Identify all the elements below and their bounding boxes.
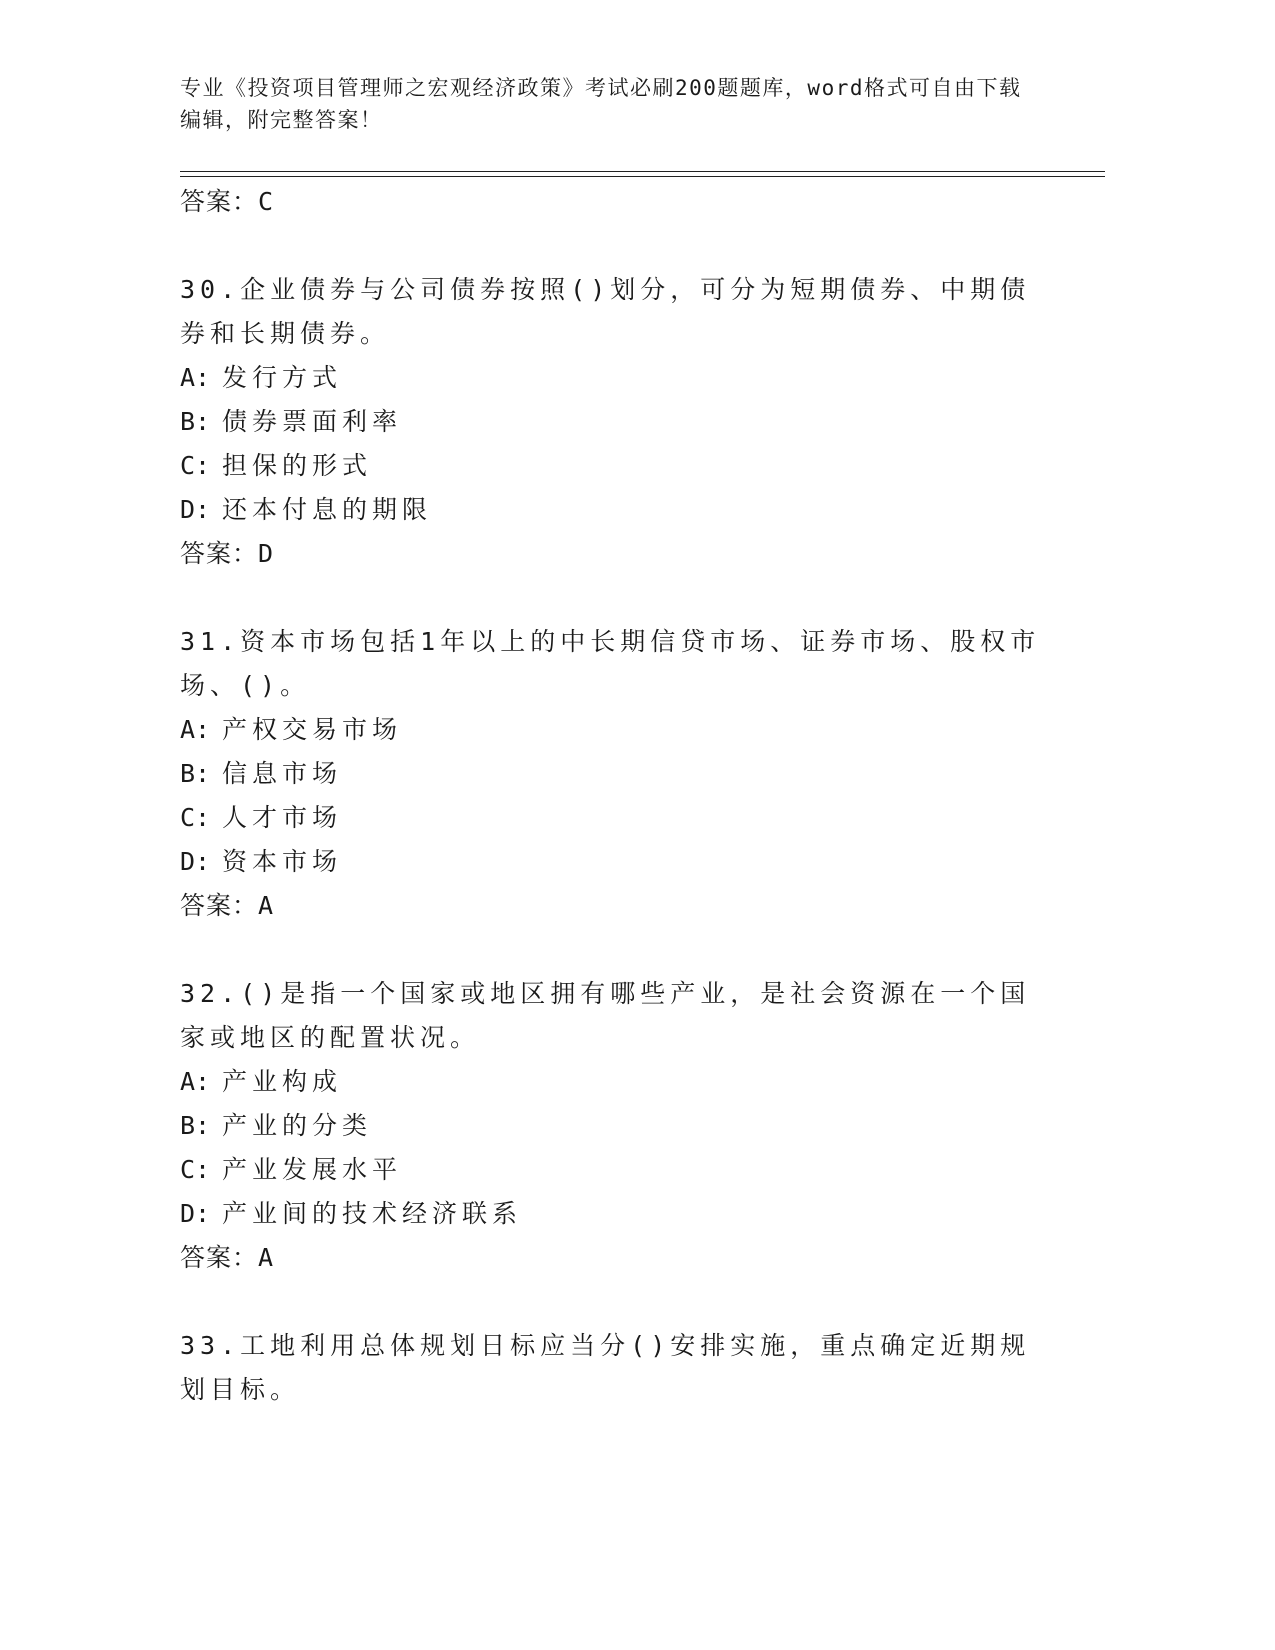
answer-label: 答案： bbox=[180, 539, 259, 568]
question-number: 32. bbox=[180, 979, 241, 1008]
option-text: 产权交易市场 bbox=[222, 715, 403, 744]
question-text: ()是指一个国家或地区拥有哪些产业，是社会资源在一个国家或地区的配置状况。 bbox=[180, 979, 1031, 1052]
option-letter: A: bbox=[180, 715, 211, 744]
option-c bbox=[180, 444, 1050, 488]
option-letter: B: bbox=[180, 1111, 211, 1140]
header-rule-bottom bbox=[180, 176, 1105, 177]
option-text: 债券票面利率 bbox=[222, 407, 403, 436]
option-letter: B: bbox=[180, 407, 211, 436]
question-text: 工地利用总体规划日标应当分()安排实施，重点确定近期规划目标。 bbox=[180, 1331, 1031, 1404]
question-32 bbox=[180, 972, 1050, 1060]
option-d bbox=[180, 488, 1050, 532]
question-number: 31. bbox=[180, 627, 241, 656]
option-text: 产业的分类 bbox=[222, 1111, 373, 1140]
answer-line bbox=[180, 1236, 1050, 1280]
option-text: 发行方式 bbox=[222, 363, 343, 392]
question-30 bbox=[180, 268, 1050, 356]
option-letter: A: bbox=[180, 363, 211, 392]
option-text: 人才市场 bbox=[222, 803, 343, 832]
option-a bbox=[180, 1060, 1050, 1104]
answer-line bbox=[180, 180, 1050, 224]
question-number: 30. bbox=[180, 275, 241, 304]
answer-label: 答案： bbox=[180, 1243, 259, 1272]
option-c bbox=[180, 1148, 1050, 1192]
option-letter: C: bbox=[180, 803, 211, 832]
option-text: 资本市场 bbox=[222, 847, 343, 876]
option-text: 还本付息的期限 bbox=[222, 495, 433, 524]
spacer bbox=[180, 576, 1050, 620]
option-d bbox=[180, 840, 1050, 884]
option-letter: C: bbox=[180, 451, 211, 480]
option-letter: A: bbox=[180, 1067, 211, 1096]
option-text: 担保的形式 bbox=[222, 451, 373, 480]
option-text: 信息市场 bbox=[222, 759, 343, 788]
header-rule-top bbox=[180, 171, 1105, 172]
option-b bbox=[180, 1104, 1050, 1148]
spacer bbox=[180, 1280, 1050, 1324]
answer-line bbox=[180, 532, 1050, 576]
question-number: 33. bbox=[180, 1331, 241, 1360]
document-header: 专业《投资项目管理师之宏观经济政策》考试必刷200题题库，word格式可自由下载编辑，附完整答案！ bbox=[180, 76, 1022, 132]
option-letter: B: bbox=[180, 759, 211, 788]
option-a bbox=[180, 708, 1050, 752]
option-text: 产业构成 bbox=[222, 1067, 343, 1096]
option-letter: D: bbox=[180, 1199, 211, 1228]
question-text: 资本市场包括1年以上的中长期信贷市场、证券市场、股权市场、()。 bbox=[180, 627, 1041, 700]
answer-value: D bbox=[258, 539, 275, 568]
answer-label: 答案： bbox=[180, 891, 259, 920]
option-b bbox=[180, 752, 1050, 796]
option-c bbox=[180, 796, 1050, 840]
answer-value: A bbox=[258, 1243, 275, 1272]
spacer bbox=[180, 224, 1050, 268]
question-31 bbox=[180, 620, 1050, 708]
option-letter: D: bbox=[180, 495, 211, 524]
spacer bbox=[180, 928, 1050, 972]
option-b bbox=[180, 400, 1050, 444]
option-a bbox=[180, 356, 1050, 400]
question-text: 企业债券与公司债券按照()划分，可分为短期债券、中期债券和长期债券。 bbox=[180, 275, 1031, 348]
question-33 bbox=[180, 1324, 1050, 1412]
question-list bbox=[180, 180, 1050, 1412]
option-letter: C: bbox=[180, 1155, 211, 1184]
answer-value: A bbox=[258, 891, 275, 920]
answer-value: C bbox=[258, 187, 275, 216]
option-text: 产业间的技术经济联系 bbox=[222, 1199, 523, 1228]
answer-label: 答案： bbox=[180, 187, 259, 216]
option-text: 产业发展水平 bbox=[222, 1155, 403, 1184]
answer-line bbox=[180, 884, 1050, 928]
option-d bbox=[180, 1192, 1050, 1236]
option-letter: D: bbox=[180, 847, 211, 876]
